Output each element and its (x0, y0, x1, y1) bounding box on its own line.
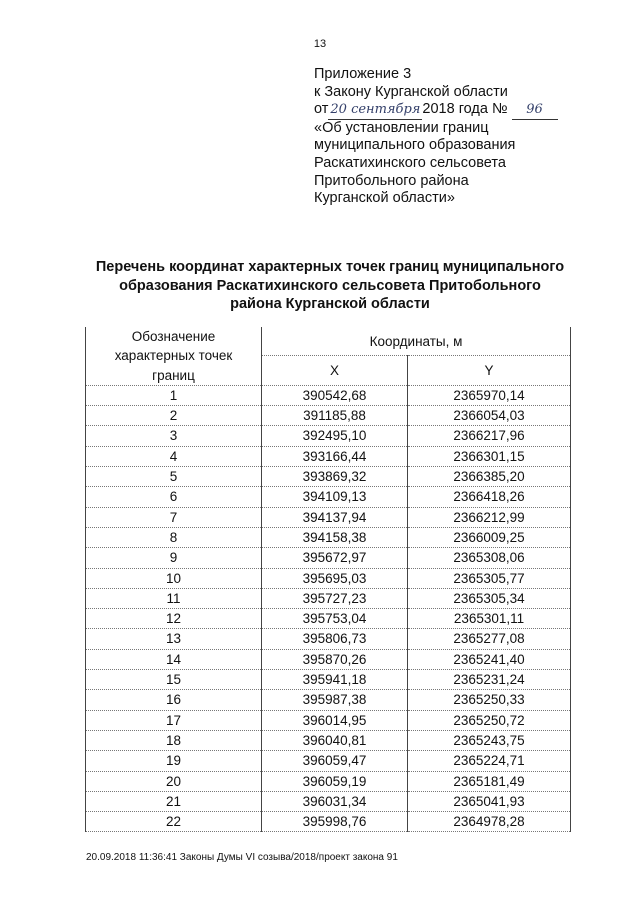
point-number: 17 (86, 710, 262, 730)
document-footer: 20.09.2018 11:36:41 Законы Думы VI созыва/2018/проект закона 91 (86, 852, 398, 863)
coord-y: 2366385,20 (408, 467, 571, 487)
header-point-line: границ (152, 367, 195, 383)
point-number: 22 (86, 812, 262, 832)
header-x: X (262, 356, 408, 386)
table-row (86, 690, 571, 710)
table-row (86, 629, 571, 649)
table-row (86, 568, 571, 588)
point-number: 4 (86, 446, 262, 466)
table-row (86, 771, 571, 791)
coord-x: 394137,94 (262, 507, 408, 527)
coord-x: 396031,34 (262, 791, 408, 811)
point-number: 21 (86, 791, 262, 811)
table-row (86, 791, 571, 811)
point-number: 20 (86, 771, 262, 791)
coord-x: 396014,95 (262, 710, 408, 730)
coord-y: 2365277,08 (408, 629, 571, 649)
table-row (86, 527, 571, 547)
table-row (86, 406, 571, 426)
point-number: 13 (86, 629, 262, 649)
appendix-year-text: 2018 года № (422, 101, 508, 118)
coord-y: 2365305,34 (408, 588, 571, 608)
table-row (86, 751, 571, 771)
coord-x: 390542,68 (262, 385, 408, 405)
point-number: 8 (86, 527, 262, 547)
handwritten-law-number: 96 (512, 101, 558, 120)
coord-y: 2366009,25 (408, 527, 571, 547)
coord-x: 394158,38 (262, 527, 408, 547)
handwritten-date: 20 сентября (328, 101, 422, 120)
coord-x: 391185,88 (262, 406, 408, 426)
table-row (86, 588, 571, 608)
coord-x: 395806,73 (262, 629, 408, 649)
point-number: 6 (86, 487, 262, 507)
document-title (70, 258, 590, 314)
appendix-law-name-4: Притобольного района (314, 172, 469, 189)
coord-y: 2366217,96 (408, 426, 571, 446)
title-line: района Курганской области (230, 296, 430, 312)
point-number: 12 (86, 609, 262, 629)
point-number: 9 (86, 548, 262, 568)
appendix-from-prefix: от (314, 101, 329, 118)
point-number: 7 (86, 507, 262, 527)
coord-y: 2364978,28 (408, 812, 571, 832)
coord-x: 395870,26 (262, 649, 408, 669)
table-row (86, 487, 571, 507)
table-row (86, 812, 571, 832)
table-row (86, 710, 571, 730)
coord-x: 395672,97 (262, 548, 408, 568)
point-number: 5 (86, 467, 262, 487)
title-line: образования Раскатихинского сельсовета Притобольного (119, 277, 541, 294)
title-line: Перечень координат характерных точек границ муниципального (95, 259, 565, 275)
coord-x: 395695,03 (262, 568, 408, 588)
point-number: 3 (86, 426, 262, 446)
table-row (86, 467, 571, 487)
coord-x: 394109,13 (262, 487, 408, 507)
appendix-law-name-1: «Об установлении границ (314, 119, 489, 136)
table-row (86, 649, 571, 669)
point-number: 16 (86, 690, 262, 710)
point-number: 1 (86, 385, 262, 405)
table-row (86, 609, 571, 629)
coord-x: 396059,47 (262, 751, 408, 771)
point-number: 11 (86, 588, 262, 608)
coord-y: 2366054,03 (408, 406, 571, 426)
table-row (86, 670, 571, 690)
coord-y: 2366418,26 (408, 487, 571, 507)
header-point-line: характерных точек (114, 348, 233, 364)
coord-y: 2365970,14 (408, 385, 571, 405)
appendix-law-name-2: муниципального образования (314, 137, 516, 154)
coord-y: 2365231,24 (408, 670, 571, 690)
coord-y: 2365301,11 (408, 609, 571, 629)
coord-x: 393869,32 (262, 467, 408, 487)
coordinates-table (85, 327, 571, 832)
header-y: Y (408, 356, 571, 386)
appendix-law-name-3: Раскатихинского сельсовета (314, 154, 506, 171)
table-row (86, 426, 571, 446)
point-number: 19 (86, 751, 262, 771)
header-point-line: Обозначение (131, 329, 216, 344)
header-point-designation (86, 327, 262, 385)
coord-y: 2365243,75 (408, 730, 571, 750)
coord-y: 2365241,40 (408, 649, 571, 669)
coord-y: 2366301,15 (408, 446, 571, 466)
appendix-date-line (314, 101, 614, 120)
point-number: 10 (86, 568, 262, 588)
coord-y: 2365041,93 (408, 791, 571, 811)
header-coordinates: Координаты, м (262, 327, 571, 356)
coord-y: 2366212,99 (408, 507, 571, 527)
coordinates-table-body (86, 385, 571, 832)
table-row (86, 730, 571, 750)
page-number: 13 (313, 38, 327, 50)
coord-x: 395987,38 (262, 690, 408, 710)
appendix-law-ref: к Закону Курганской области (314, 83, 508, 100)
coord-x: 396059,19 (262, 771, 408, 791)
coord-y: 2365250,72 (408, 710, 571, 730)
coord-x: 392495,10 (262, 426, 408, 446)
coord-y: 2365224,71 (408, 751, 571, 771)
coord-y: 2365181,49 (408, 771, 571, 791)
coord-x: 395753,04 (262, 609, 408, 629)
table-row (86, 446, 571, 466)
coord-y: 2365250,33 (408, 690, 571, 710)
coord-x: 395941,18 (262, 670, 408, 690)
coord-y: 2365305,77 (408, 568, 571, 588)
table-row (86, 548, 571, 568)
coord-x: 393166,44 (262, 446, 408, 466)
appendix-title: Приложение 3 (314, 66, 412, 82)
coord-y: 2365308,06 (408, 548, 571, 568)
coord-x: 395998,76 (262, 812, 408, 832)
point-number: 2 (86, 406, 262, 426)
appendix-header (314, 66, 614, 208)
point-number: 14 (86, 649, 262, 669)
table-row (86, 385, 571, 405)
point-number: 18 (86, 730, 262, 750)
table-row (86, 507, 571, 527)
coord-x: 395727,23 (262, 588, 408, 608)
point-number: 15 (86, 670, 262, 690)
appendix-law-name-5: Курганской области» (314, 190, 455, 207)
coord-x: 396040,81 (262, 730, 408, 750)
